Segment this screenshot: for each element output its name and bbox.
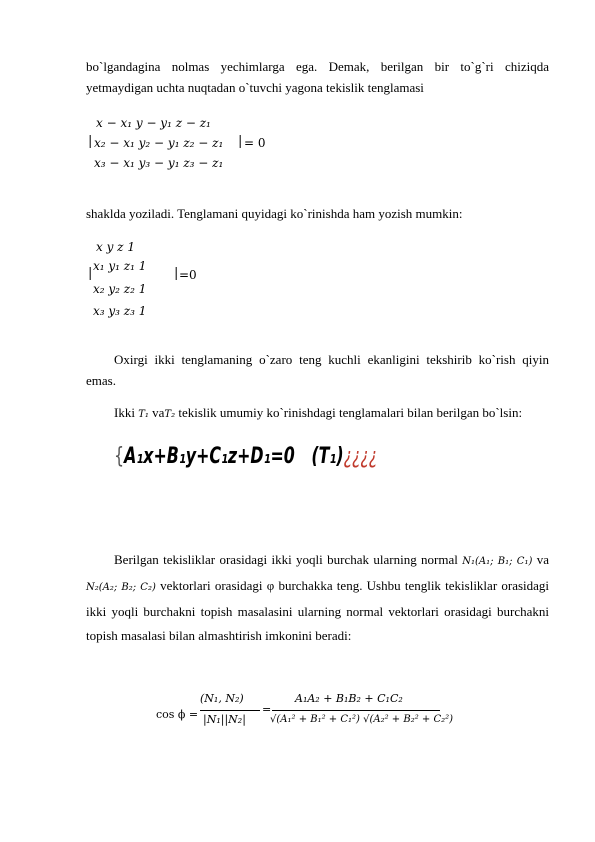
normal-vector-n1: N₁(A₁; B₁; C₁) bbox=[462, 556, 533, 567]
determinant-right-bar: | bbox=[174, 266, 179, 281]
normal-vector-n2: N₂(A₂; B₂; C₂) bbox=[86, 582, 156, 593]
formula-denominator-1: |N₁||N₂| bbox=[203, 713, 246, 726]
formula-equals: = bbox=[262, 703, 272, 716]
determinant-equation-1 bbox=[88, 114, 288, 176]
determinant-row-2: x₁ y₁ z₁ 1 bbox=[93, 259, 147, 273]
determinant-row-1: x − x₁ y − y₁ z − z₁ bbox=[96, 116, 211, 130]
determinant-right-bar: | bbox=[238, 134, 243, 149]
plane-t1-symbol: T₁ bbox=[138, 409, 149, 420]
fraction-bar-1 bbox=[200, 710, 260, 711]
fraction-bar-2 bbox=[272, 710, 440, 711]
determinant-row-3: x₃ − x₁ y₃ − y₁ z₃ − z₁ bbox=[94, 156, 224, 170]
determinant-equation-2 bbox=[88, 238, 228, 324]
formula-numerator-1: (N₁, N₂) bbox=[200, 692, 244, 705]
system-brace: { bbox=[114, 444, 125, 469]
determinant-row-2: x₂ − x₁ y₂ − y₁ z₂ − z₁ bbox=[94, 136, 224, 150]
formula-lhs: cos ϕ = bbox=[156, 708, 199, 721]
paragraph-alternative-form: shaklda yoziladi. Tenglamani quyidagi ko`rinishda ham yozish mumkin: bbox=[86, 206, 463, 221]
paragraph-two-planes bbox=[86, 402, 549, 425]
text-ikki: Ikki bbox=[114, 405, 135, 420]
formula-numerator-2: A₁A₂ + B₁B₂ + C₁C₂ bbox=[295, 692, 403, 705]
text-angle-statement: vektorlari orasidagi φ burchakka teng. Ushbu tenglik tekisliklar orasidagi ikki yoqli burchakni topish masalasini ularning normal vektorlari orasidagi burchakni topish masalasi bilan almashtirish imkonini beradi: bbox=[86, 578, 550, 643]
determinant-row-4: x₃ y₃ z₃ 1 bbox=[93, 304, 147, 318]
determinant-left-bar: | bbox=[88, 134, 93, 149]
text-va: va bbox=[152, 405, 165, 420]
text-normal-vectors-intro: Berilgan tekisliklar orasidagi ikki yoqli burchak ularning normal bbox=[114, 552, 458, 567]
text-planes-given: tekislik umumiy ko`rinishdagi tenglamalari bilan berilgan bo`lsin: bbox=[178, 405, 523, 420]
plane-t2-symbol: T₂ bbox=[164, 409, 176, 420]
determinant-row-3: x₂ y₂ z₂ 1 bbox=[93, 282, 147, 296]
determinant-row-1: x y z 1 bbox=[96, 240, 135, 254]
cosine-formula bbox=[150, 688, 454, 748]
formula-denominator-2: √(A₁² + B₁² + C₁²) √(A₂² + B₂² + C₂²) bbox=[270, 714, 454, 725]
plane-equation-t1: A₁x+B₁y+C₁z+D₁=0 bbox=[124, 444, 295, 469]
paragraph-dihedral-angle bbox=[86, 548, 549, 648]
garbled-text: ¿¿¿¿ bbox=[343, 444, 378, 469]
plane-equation-system bbox=[114, 444, 377, 469]
determinant-equals: = 0 bbox=[244, 136, 266, 150]
plane-label-t1: (T₁) bbox=[311, 444, 344, 469]
determinant-equals: =0 bbox=[179, 268, 197, 282]
paragraph-intro: bo`lgandagina nolmas yechimlarga ega. Demak, berilgan bir to`g`ri chiziqda yetmaydigan uchta nuqtadan o`tuvchi yagona tekislik tenglamasi bbox=[86, 59, 549, 95]
text-va-2: va bbox=[536, 552, 549, 567]
paragraph-equivalence: Oxirgi ikki tenglamaning o`zaro teng kuchli ekanligini tekshirib ko`rish qiyin emas. bbox=[86, 352, 549, 388]
determinant-left-bar: | bbox=[88, 266, 93, 281]
